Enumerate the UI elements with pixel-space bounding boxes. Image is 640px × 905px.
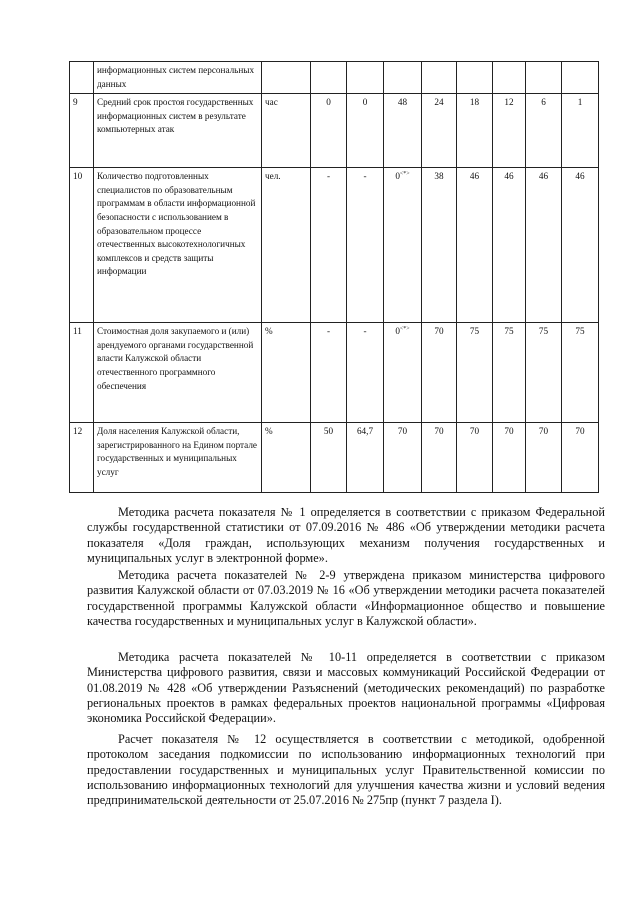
value-cell: 12 xyxy=(493,94,526,168)
unit-cell: % xyxy=(262,323,311,423)
value-cell: 24 xyxy=(422,94,457,168)
indicator-name: Стоимостная доля закупаемого и (или) арендуемого органами государственной власти Калужской области отечественного программного обеспечения xyxy=(94,323,262,423)
value-text: 0 xyxy=(395,326,400,337)
value-cell: 48 xyxy=(384,94,422,168)
value-cell: 75 xyxy=(562,323,599,423)
indicator-name: Количество подготовленных специалистов по образовательным программам в области информационной безопасности с использованием в образовательном процессе отечественных высокотехнологичных комплексов и средств защиты информации xyxy=(94,168,262,323)
value-cell: 75 xyxy=(526,323,562,423)
value-cell: 70 xyxy=(422,423,457,493)
footnote-mark: <*> xyxy=(399,326,410,333)
value-cell xyxy=(457,62,493,94)
table-row xyxy=(70,423,599,493)
row-number: 9 xyxy=(70,94,94,168)
value-cell: 50 xyxy=(311,423,347,493)
unit-cell xyxy=(262,62,311,94)
value-cell xyxy=(526,62,562,94)
value-cell: 70 xyxy=(526,423,562,493)
value-cell: 70 xyxy=(457,423,493,493)
value-cell: 70 xyxy=(493,423,526,493)
table-row xyxy=(70,94,599,168)
value-cell: - xyxy=(347,168,384,323)
value-cell xyxy=(384,168,422,323)
value-cell: 46 xyxy=(562,168,599,323)
value-cell: 0 xyxy=(311,94,347,168)
value-cell: 46 xyxy=(493,168,526,323)
paragraph-method-1: Методика расчета показателя № 1 определяется в соответствии с приказом Федеральной службы государственной статистики от 07.09.2016 № 486 «Об утверждении методики расчета показателя «Доля граждан, использующих механизм получения государственных и муниципальных услуг в электронной форме». xyxy=(87,505,605,565)
value-cell xyxy=(384,323,422,423)
indicator-name: Доля населения Калужской области, зарегистрированного на Едином портале государственных и муниципальных услуг xyxy=(94,423,262,493)
value-cell: 46 xyxy=(526,168,562,323)
value-cell xyxy=(422,62,457,94)
paragraph-method-2-9: Методика расчета показателей № 2-9 утверждена приказом министерства цифрового развития Калужской области от 07.03.2019 № 16 «Об утверждении методики расчета показателей государственной программы Калужской области «Информационное общество и повышение качества государственных и муниципальных услуг в Калужской области». xyxy=(87,568,605,628)
indicator-name: информационных систем персональных данных xyxy=(94,62,262,94)
unit-cell: чел. xyxy=(262,168,311,323)
value-cell: 1 xyxy=(562,94,599,168)
unit-cell: % xyxy=(262,423,311,493)
row-number: 10 xyxy=(70,168,94,323)
value-cell: - xyxy=(311,323,347,423)
value-cell: 75 xyxy=(493,323,526,423)
value-cell xyxy=(347,62,384,94)
table-row xyxy=(70,62,599,94)
value-cell xyxy=(311,62,347,94)
row-number: 11 xyxy=(70,323,94,423)
unit-cell: час xyxy=(262,94,311,168)
value-cell: 38 xyxy=(422,168,457,323)
value-cell: - xyxy=(347,323,384,423)
value-cell: 18 xyxy=(457,94,493,168)
footnote-mark: <*> xyxy=(399,171,410,178)
row-number xyxy=(70,62,94,94)
value-cell: 70 xyxy=(384,423,422,493)
value-cell: - xyxy=(311,168,347,323)
value-cell: 70 xyxy=(562,423,599,493)
indicators-table xyxy=(69,61,599,493)
paragraph-method-12: Расчет показателя № 12 осуществляется в соответствии с методикой, одобренной протоколом заседания подкомиссии по использованию информационных технологий при предоставлении государственных и муниципальных услуг Правительственной комиссии по использованию информационных технологий для улучшения качества жизни и условий ведения предпринимательской деятельности от 25.07.2016 № 275пр (пункт 7 раздела I). xyxy=(87,732,605,808)
row-number: 12 xyxy=(70,423,94,493)
value-cell: 70 xyxy=(422,323,457,423)
value-cell: 46 xyxy=(457,168,493,323)
value-cell: 64,7 xyxy=(347,423,384,493)
table-row xyxy=(70,168,599,323)
value-cell xyxy=(562,62,599,94)
paragraph-method-10-11: Методика расчета показателей № 10-11 определяется в соответствии с приказом Министерства цифрового развития, связи и массовых коммуникаций Российской Федерации от 01.08.2019 № 428 «Об утверждении Разъяснений (методических рекомендаций) по разработке региональных проектов в рамках федеральных проектов национальной программы «Цифровая экономика Российской Федерации». xyxy=(87,650,605,726)
value-cell: 0 xyxy=(347,94,384,168)
value-cell: 75 xyxy=(457,323,493,423)
value-cell: 6 xyxy=(526,94,562,168)
indicator-name: Средний срок простоя государственных информационных систем в результате компьютерных атак xyxy=(94,94,262,168)
value-cell xyxy=(384,62,422,94)
table-row xyxy=(70,323,599,423)
value-text: 0 xyxy=(395,171,400,182)
value-cell xyxy=(493,62,526,94)
